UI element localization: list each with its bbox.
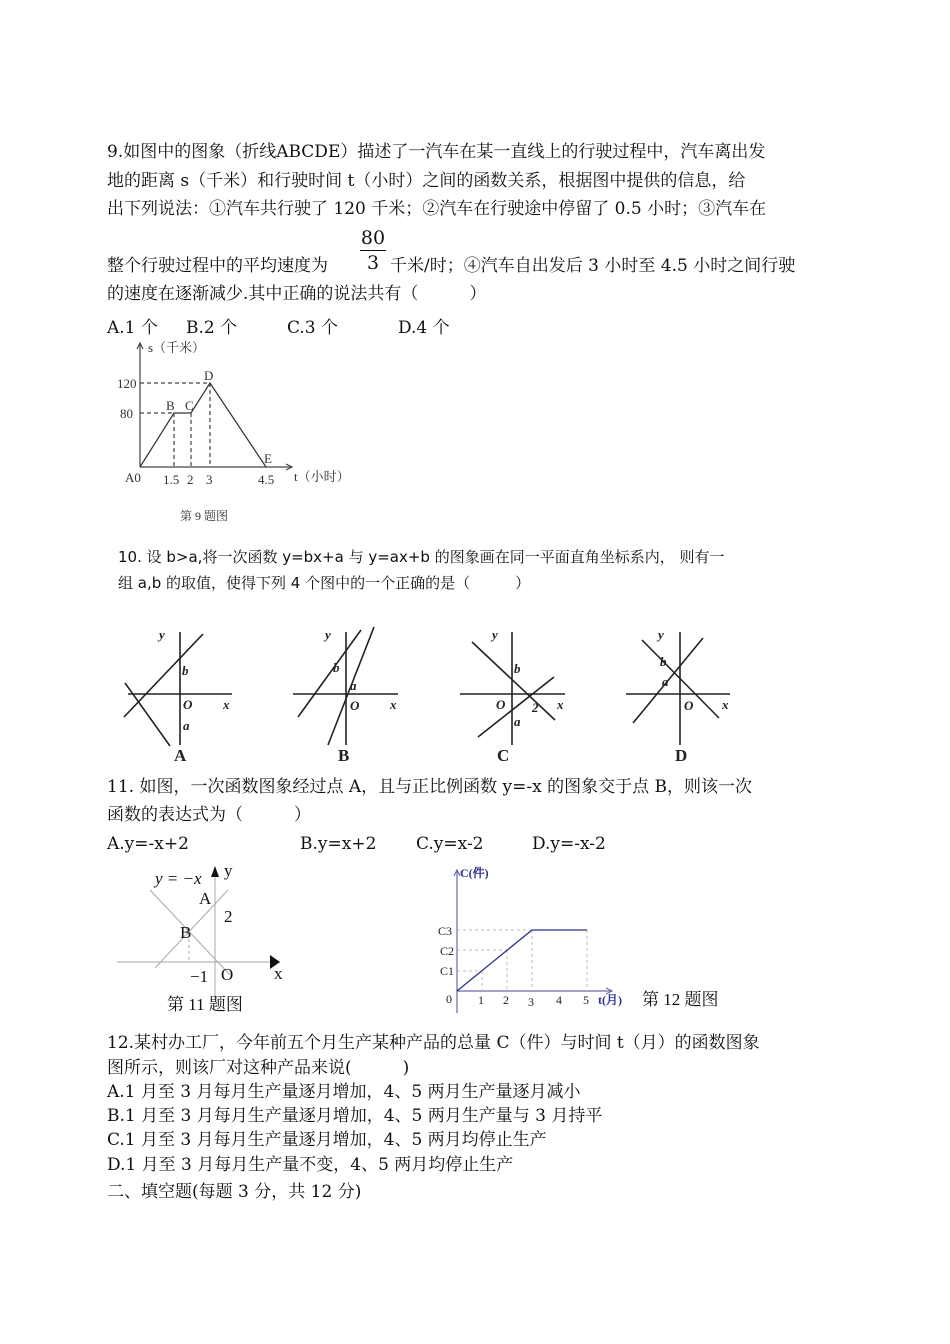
y-tick: C3 [438, 924, 453, 938]
y-tick: C1 [440, 964, 455, 978]
q12-option-b: B.1 月至 3 月每月生产量逐月增加，4、5 两月生产量与 3 月持平 [107, 1106, 603, 1126]
intercept-label: a [183, 718, 190, 733]
equation-label: y = −x [155, 869, 202, 888]
x-tick: 2 [503, 993, 509, 1007]
x-tick: 1 [478, 993, 484, 1007]
axis-label: y [658, 627, 664, 642]
axis-label: x [390, 697, 397, 712]
q9-line-3: 出下列说法：①汽车共行驶了 120 千米；②汽车在行驶途中停留了 0.5 小时；③汽车在 [107, 199, 767, 219]
origin-label: O [684, 698, 694, 713]
y-axis-label: s（千米） [148, 340, 206, 355]
q12-option-c: C.1 月至 3 月每月生产量逐月增加，4、5 两月均停止生产 [107, 1130, 547, 1150]
axis-label: x [722, 697, 729, 712]
intercept-label: a [514, 714, 521, 729]
point-label: B [166, 398, 175, 413]
q12-option-a: A.1 月至 3 月每月生产量逐月增加，4、5 两月生产量逐月减小 [107, 1082, 581, 1102]
q9-line-4b: 千米/时；④汽车自出发后 3 小时至 4.5 小时之间行驶 [390, 256, 796, 276]
figure-caption: 第 9 题图 [180, 509, 229, 523]
x-tick: 1.5 [163, 472, 180, 487]
x-axis-label: t（小时） [294, 469, 350, 484]
tick-label: 2 [532, 700, 539, 715]
intercept-label: a [350, 678, 357, 693]
figure-label-d: D [675, 746, 688, 765]
q10-line-2: 组 a,b 的取值，使得下列 4 个图中的一个正确的是（ ） [118, 574, 531, 592]
y-tick: 80 [120, 406, 133, 421]
q9-option-c: C.3 个 [287, 318, 339, 338]
q9-line-2: 地的距离 s（千米）和行驶时间 t（小时）之间的函数关系，根据图中提供的信息，给 [107, 171, 746, 191]
figure-caption: 第 11 题图 [167, 995, 243, 1014]
q11-line-2: 函数的表达式为（ ） [107, 805, 311, 825]
q9-option-b: B.2 个 [186, 318, 238, 338]
origin-label: O [221, 965, 234, 984]
x-tick: 4.5 [258, 472, 275, 487]
production-line [457, 930, 587, 991]
q11-line-1: 11. 如图，一次函数图象经过点 A，且与正比例函数 y=-x 的图象交于点 B，则该一次 [107, 777, 753, 797]
q10-line-1: 10. 设 b>a,将一次函数 y=bx+a 与 y=ax+b 的图象画在同一平面直角坐标系内， 则有一 [118, 548, 725, 566]
q11-option-b: B.y=x+2 [300, 834, 377, 854]
y-tick: 120 [117, 376, 137, 391]
q12-line-1: 12.某村办工厂，今年前五个月生产某种产品的总量 C（件）与时间 t（月）的函数图象 [107, 1033, 760, 1053]
axis-label: x [557, 697, 564, 712]
point-label: B [180, 923, 192, 942]
figure-label-c: C [497, 746, 510, 765]
figure-label-b: B [338, 746, 350, 765]
axis-label: x [223, 697, 230, 712]
section-heading: 二、填空题(每题 3 分，共 12 分) [107, 1182, 362, 1202]
intercept-label: b [182, 663, 189, 678]
q9-line-5: 的速度在逐渐减少.其中正确的说法共有（ ） [107, 284, 487, 304]
q9-line-1: 9.如图中的图象（折线ABCDE）描述了一汽车在某一直线上的行驶过程中，汽车离出发 [107, 142, 766, 162]
axis-label: y [224, 861, 233, 880]
point-label: A [199, 889, 212, 908]
origin-label: O [496, 697, 506, 712]
x-tick: 4 [556, 993, 562, 1007]
axis-label: y [492, 627, 498, 642]
x-tick: 3 [528, 995, 534, 1009]
fraction-denominator: 3 [366, 252, 380, 274]
figure-caption: 第 12 题图 [642, 990, 719, 1009]
axis-label: y [325, 627, 331, 642]
q9-line-4a: 整个行驶过程中的平均速度为 [107, 256, 328, 276]
x-tick: 5 [583, 993, 589, 1007]
x-tick: 3 [206, 472, 213, 487]
intercept-label: b [333, 660, 340, 675]
point-label: D [204, 368, 214, 383]
q12-option-d: D.1 月至 3 月每月生产量不变，4、5 两月均停止生产 [107, 1155, 514, 1175]
x-axis-label: t(月) [598, 993, 622, 1007]
axis-label: y [159, 627, 165, 642]
y-axis-label: C(件) [460, 866, 489, 880]
q9-option-d: D.4 个 [398, 318, 450, 338]
q11-option-a: A.y=-x+2 [107, 834, 189, 854]
intercept-label: b [660, 654, 667, 669]
tick-label: 2 [224, 907, 233, 926]
origin-label: O [350, 698, 360, 713]
origin-label: O [183, 697, 193, 712]
figure-label-a: A [174, 746, 187, 765]
x-tick: 2 [187, 472, 194, 487]
q9-option-a: A.1 个 [107, 318, 158, 338]
origin-label: A0 [125, 470, 141, 485]
point-label: C [185, 398, 194, 413]
fraction-numerator: 80 [360, 227, 386, 249]
x-tick: 0 [446, 992, 452, 1006]
q11-option-c: C.y=x-2 [416, 834, 484, 854]
intercept-label: b [514, 661, 521, 676]
y-tick: C2 [440, 944, 455, 958]
tick-label: −1 [190, 967, 209, 986]
intercept-label: a [662, 674, 669, 689]
q12-line-2: 图所示，则该厂对这种产品来说( ) [107, 1058, 410, 1078]
q11-option-d: D.y=-x-2 [532, 834, 606, 854]
axis-label: x [274, 964, 283, 983]
point-label: E [264, 451, 272, 466]
